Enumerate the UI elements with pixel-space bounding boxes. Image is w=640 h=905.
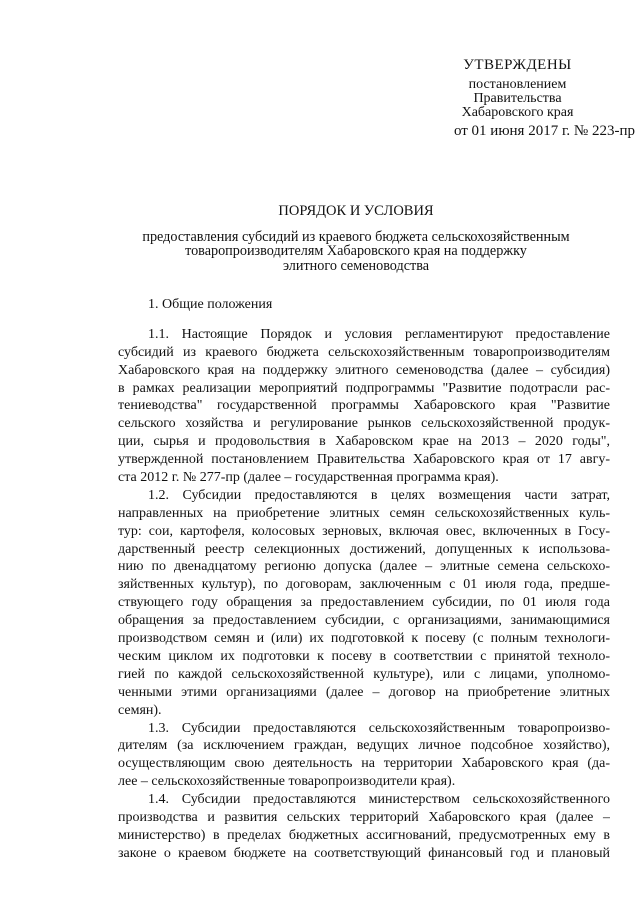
- text-line: Хабаровского края на поддержку элитного семеноводства (далее – субсидия): [118, 362, 610, 378]
- document-subtitle-line: товаропроизводителям Хабаровского края на поддержку: [185, 243, 527, 259]
- text-line: дарственный реестр селекционных достижений, допущенных к использова-: [118, 541, 610, 557]
- text-line: осуществляющим свою деятельность на территории Хабаровского края (да-: [118, 756, 610, 772]
- text-line: зяйственных культур), по договорам, заключенным с 01 июля года, предше-: [118, 577, 610, 593]
- text-line: тур: сои, картофеля, колосовых зерновых, включая овес, включенных в Госу-: [118, 523, 610, 539]
- text-line: 1.4. Субсидии предоставляются министерством сельскохозяйственного: [148, 792, 610, 808]
- text-line: в рамках реализации мероприятий подпрограммы "Развитие подотрасли рас-: [118, 380, 610, 396]
- text-line: лее – сельскохозяйственные товаропроизводители края).: [118, 774, 456, 790]
- text-line: утвержденной постановлением Правительства Хабаровского края от 17 авгу-: [118, 452, 610, 468]
- approval-stamp: [400, 58, 635, 138]
- approval-date: от 01 июня 2017 г. № 223-пр: [453, 123, 635, 139]
- text-line: ческим циклом их подготовки к посеву в соответствии с принятой техноло-: [118, 648, 610, 664]
- approval-heading: УТВЕРЖДЕНЫ: [463, 57, 572, 73]
- text-line: ции, сырья и продовольствия в Хабаровском крае на 2013 – 2020 годы",: [118, 434, 610, 450]
- text-line: семян).: [118, 702, 162, 718]
- text-line: производства и развития сельских территорий Хабаровского края (далее –: [118, 809, 610, 825]
- text-line: ста 2012 г. № 277-пр (далее – государственная программа края).: [118, 470, 499, 486]
- text-line: нию по двенадцатому регионю допуска (далее – элитные семена сельскохо-: [118, 559, 610, 575]
- text-line: министерство) в пределах бюджетных ассигнований, предусмотренных ему в: [118, 827, 610, 843]
- text-line: обращения за предоставлением субсидии, с организациями, занимающимися: [118, 613, 610, 629]
- text-line: законе о краевом бюджете на соответствующий финансовый год и плановый: [118, 845, 610, 861]
- text-line: 1.1. Настоящие Порядок и условия регламентируют предоставление: [148, 326, 610, 342]
- document-subtitle-line: элитного семеноводства: [282, 257, 430, 274]
- text-line: производством семян и (или) их подготовкой к посеву (с полным технологи-: [118, 631, 610, 647]
- approval-line-2: Правительства: [473, 91, 562, 106]
- text-line: ченными этими организациями (далее – договор на приобретение элитных: [118, 684, 610, 700]
- paragraph-1-4: [118, 791, 610, 863]
- document-title-block: [118, 204, 594, 273]
- text-line: ствующего году обращения за предоставлением субсидии, по 01 июля года: [118, 595, 610, 611]
- section-heading: 1. Общие положения: [148, 297, 273, 312]
- text-line: 1.3. Субсидии предоставляются сельскохозяйственным товаропроизво-: [148, 720, 610, 736]
- document-subtitle-line: предоставления субсидий из краевого бюджета сельскохозяйственным: [142, 228, 570, 245]
- text-line: тениеводства" государственной программы Хабаровского края "Развитие: [118, 398, 610, 414]
- paragraph-1-3: [118, 720, 610, 792]
- text-line: направленных на приобретение элитных семян сельскохозяйственных куль-: [118, 505, 610, 521]
- document-title: ПОРЯДОК И УСЛОВИЯ: [278, 203, 434, 219]
- approval-line-1: постановлением: [468, 77, 567, 92]
- text-line: субсидий из краевого бюджета сельскохозяйственным товаропроизводителям: [118, 344, 610, 360]
- text-line: гией по каждой сельскохозяйственной культуре), или с лицами, уполномо-: [118, 666, 610, 682]
- paragraph-1-1: [118, 326, 610, 487]
- text-line: 1.2. Субсидии предоставляются в целях возмещения части затрат,: [148, 487, 610, 503]
- paragraph-1-2: [118, 487, 610, 720]
- text-line: дителям (за исключением граждан, ведущих личное подсобное хозяйство),: [118, 738, 610, 754]
- approval-line-3: Хабаровского края: [461, 105, 574, 120]
- document-body: [118, 296, 610, 863]
- text-line: сельского хозяйства и регулирование рынков сельскохозяйственной продук-: [118, 416, 610, 432]
